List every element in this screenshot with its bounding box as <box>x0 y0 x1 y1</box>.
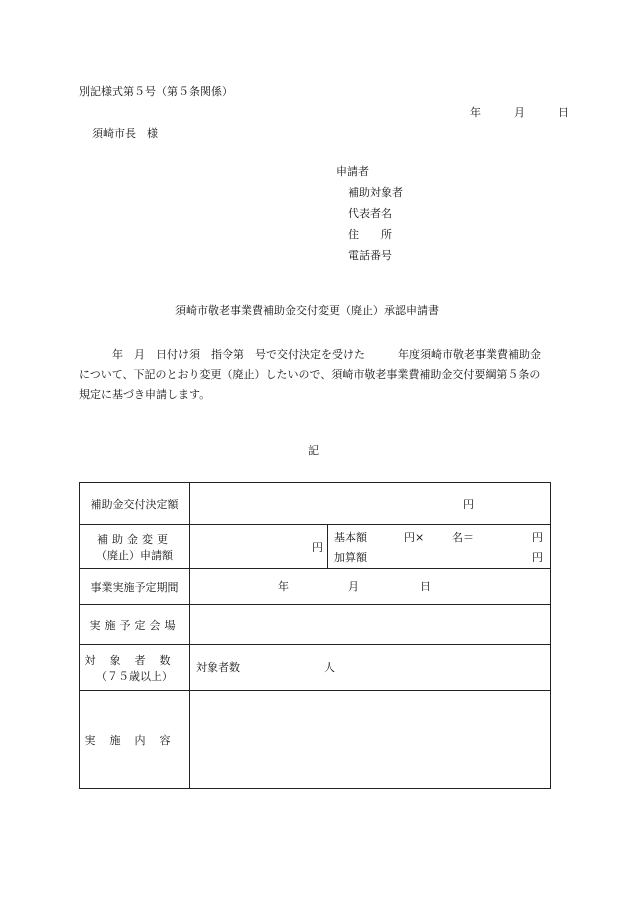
change-amount-label-line1: 補助金変更 <box>97 532 172 546</box>
applicant-representative: 代表者名 <box>348 207 392 220</box>
venue-cell <box>190 605 551 645</box>
date-line <box>470 106 569 120</box>
participants-count-label: 対象者数 <box>196 660 240 674</box>
participants-label-line2: （７５歳以上） <box>96 669 173 683</box>
decided-amount-cell <box>190 483 551 525</box>
applicant-subject: 補助対象者 <box>348 186 403 199</box>
applicant-phone: 電話番号 <box>348 249 392 262</box>
base-amount-unit-x: 円× <box>404 530 425 544</box>
table-row <box>80 525 551 569</box>
body-text: 年 月 日付け須 指令第 号で交付決定を受けた 年度須崎市敬老事業費補助金について、下記のとおり変更（廃止）したいので、須崎市敬老事業費補助金交付要綱第５条の規定に基づき申請します。 <box>79 348 541 401</box>
table-row <box>80 483 551 525</box>
date-day: 日 <box>558 106 569 119</box>
change-amount-cell <box>190 525 328 569</box>
document-title: 須崎市敬老事業費補助金交付変更（廃止）承認申請書 <box>175 304 439 317</box>
participants-count-unit: 人 <box>324 660 335 674</box>
base-amount-total-unit: 円 <box>532 530 543 544</box>
decided-amount-label: 補助金交付決定額 <box>80 483 190 525</box>
participants-cell <box>190 645 551 691</box>
period-year: 年 <box>278 579 289 593</box>
base-amount-people: 名＝ <box>452 530 474 544</box>
table-row <box>80 645 551 691</box>
date-year: 年 <box>470 106 481 119</box>
ki-heading: 記 <box>308 444 319 457</box>
application-table <box>79 482 551 789</box>
decided-amount-unit: 円 <box>463 497 474 511</box>
added-amount-label: 加算額 <box>334 550 367 564</box>
period-label: 事業実施予定期間 <box>80 569 190 605</box>
form-reference: 別記様式第５号（第５条関係） <box>79 85 233 98</box>
change-breakdown-cell <box>328 525 551 569</box>
participants-label <box>80 645 190 691</box>
addressee: 須崎市長 様 <box>92 127 158 140</box>
venue-label: 実施予定会場 <box>80 605 190 645</box>
period-cell <box>190 569 551 605</box>
content-label: 実施内容 <box>80 691 190 789</box>
added-amount-unit: 円 <box>532 550 543 564</box>
table-row <box>80 605 551 645</box>
change-amount-label-line2: （廃止）申請額 <box>96 548 173 562</box>
participants-label-line1: 対象者数 <box>84 653 185 667</box>
applicant-heading: 申請者 <box>336 165 369 178</box>
period-month: 月 <box>348 579 359 593</box>
period-day: 日 <box>420 579 431 593</box>
content-cell <box>190 691 551 789</box>
date-month: 月 <box>514 106 525 119</box>
table-row <box>80 691 551 789</box>
table-row <box>80 569 551 605</box>
base-amount-label: 基本額 <box>334 530 367 544</box>
applicant-address: 住 所 <box>348 228 392 241</box>
change-amount-unit: 円 <box>312 540 323 554</box>
change-amount-label <box>80 525 190 569</box>
applicant-block <box>336 165 403 270</box>
